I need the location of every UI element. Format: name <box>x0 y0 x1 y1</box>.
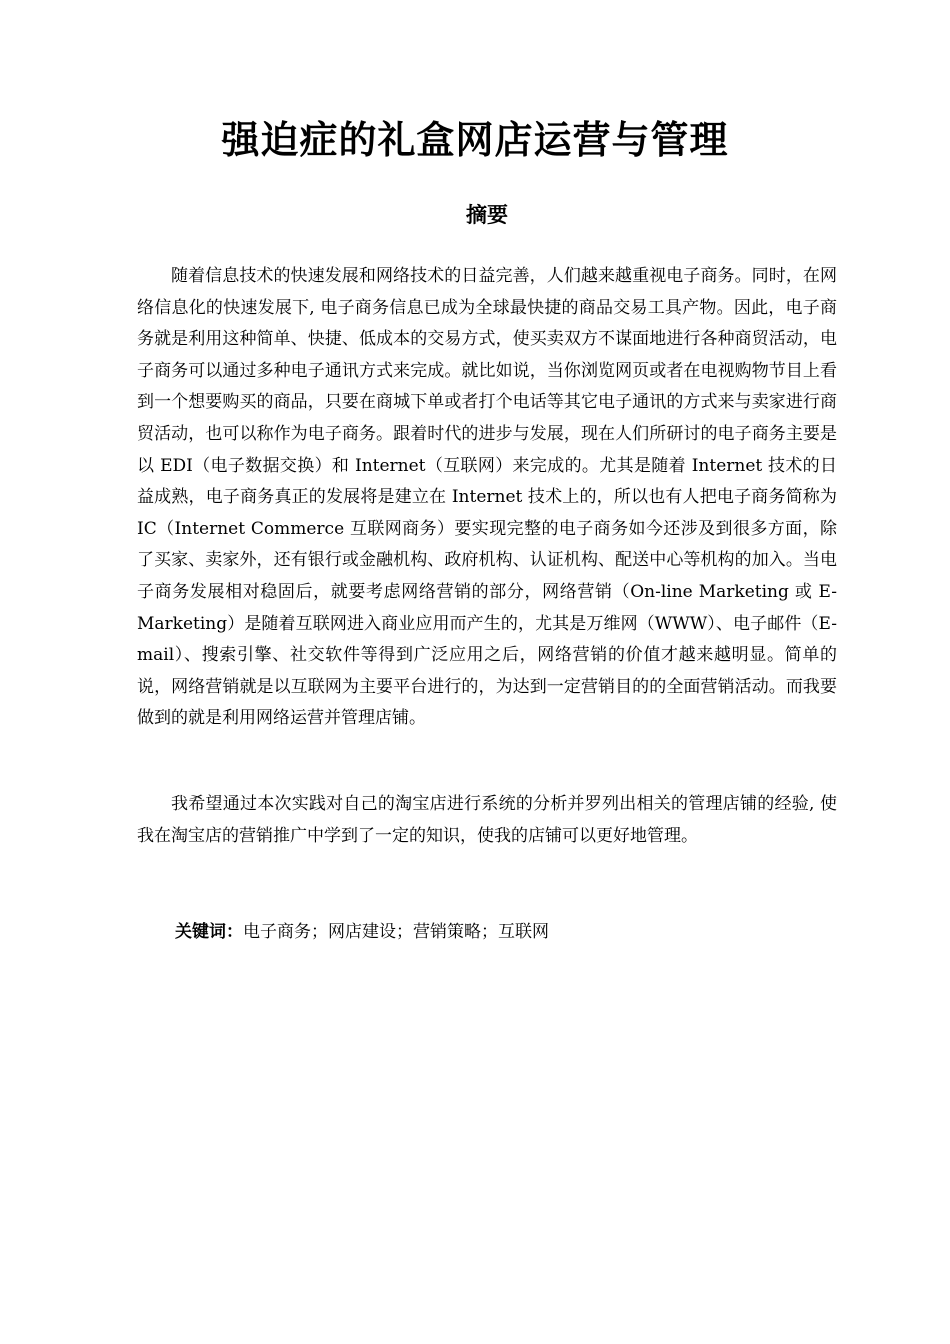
keywords-line <box>175 916 549 948</box>
abstract-heading: 摘要 <box>466 203 508 227</box>
keywords-label: 关键词： <box>175 922 243 942</box>
abstract-paragraph-2: 我希望通过本次实践对自己的淘宝店进行系统的分析并罗列出相关的管理店铺的经验, 使我在淘宝店的营销推广中学到了一定的知识，使我的店铺可以更好地管理。 <box>137 794 837 846</box>
document-title: 强迫症的礼盒网店运营与管理 <box>221 118 729 162</box>
keywords-value: 电子商务；网店建设；营销策略；互联网 <box>243 922 549 942</box>
abstract-paragraph-1: 随着信息技术的快速发展和网络技术的日益完善，人们越来越重视电子商务。同时，在网络信息化的快速发展下, 电子商务信息已成为全球最快捷的商品交易工具产物。因此，电子商务就是利用这种简单、快捷、低成本的交易方式，使买卖双方不谋面地进行各种商贸活动，电子商务可以通过多种电子通讯方式来完成。就比如说，当你浏览网页或者在电视购物节目上看到一个想要购买的商品，只要在商城下单或者打个电话等其它电子通讯的方式来与卖家进行商贸活动，也可以称作为电子商务。跟着时代的进步与发展，现在人们所研讨的电子商务主要是以 EDI（电子数据交换）和 Internet（互联网）来完成的。尤其是随着 Internet 技术的日益成熟，电子商务真正的发展将是建立在 Internet 技术上的，所以也有人把电子商务简称为 IC（Internet Commerce 互联网商务）要实现完整的电子商务如今还涉及到很多方面，除了买家、卖家外，还有银行或金融机构、政府机构、认证机构、配送中心等机构的加入。当电子商务发展相对稳固后，就要考虑网络营销的部分，网络营销（On-line Marketing 或 E-Marketing）是随着互联网进入商业应用而产生的，尤其是万维网（WWW）、电子邮件（E-mail）、搜索引擎、社交软件等得到广泛应用之后，网络营销的价值才越来越明显。简单的说，网络营销就是以互联网为主要平台进行的，为达到一定营销目的的全面营销活动。而我要做到的就是利用网络运营并管理店铺。 <box>137 266 837 729</box>
